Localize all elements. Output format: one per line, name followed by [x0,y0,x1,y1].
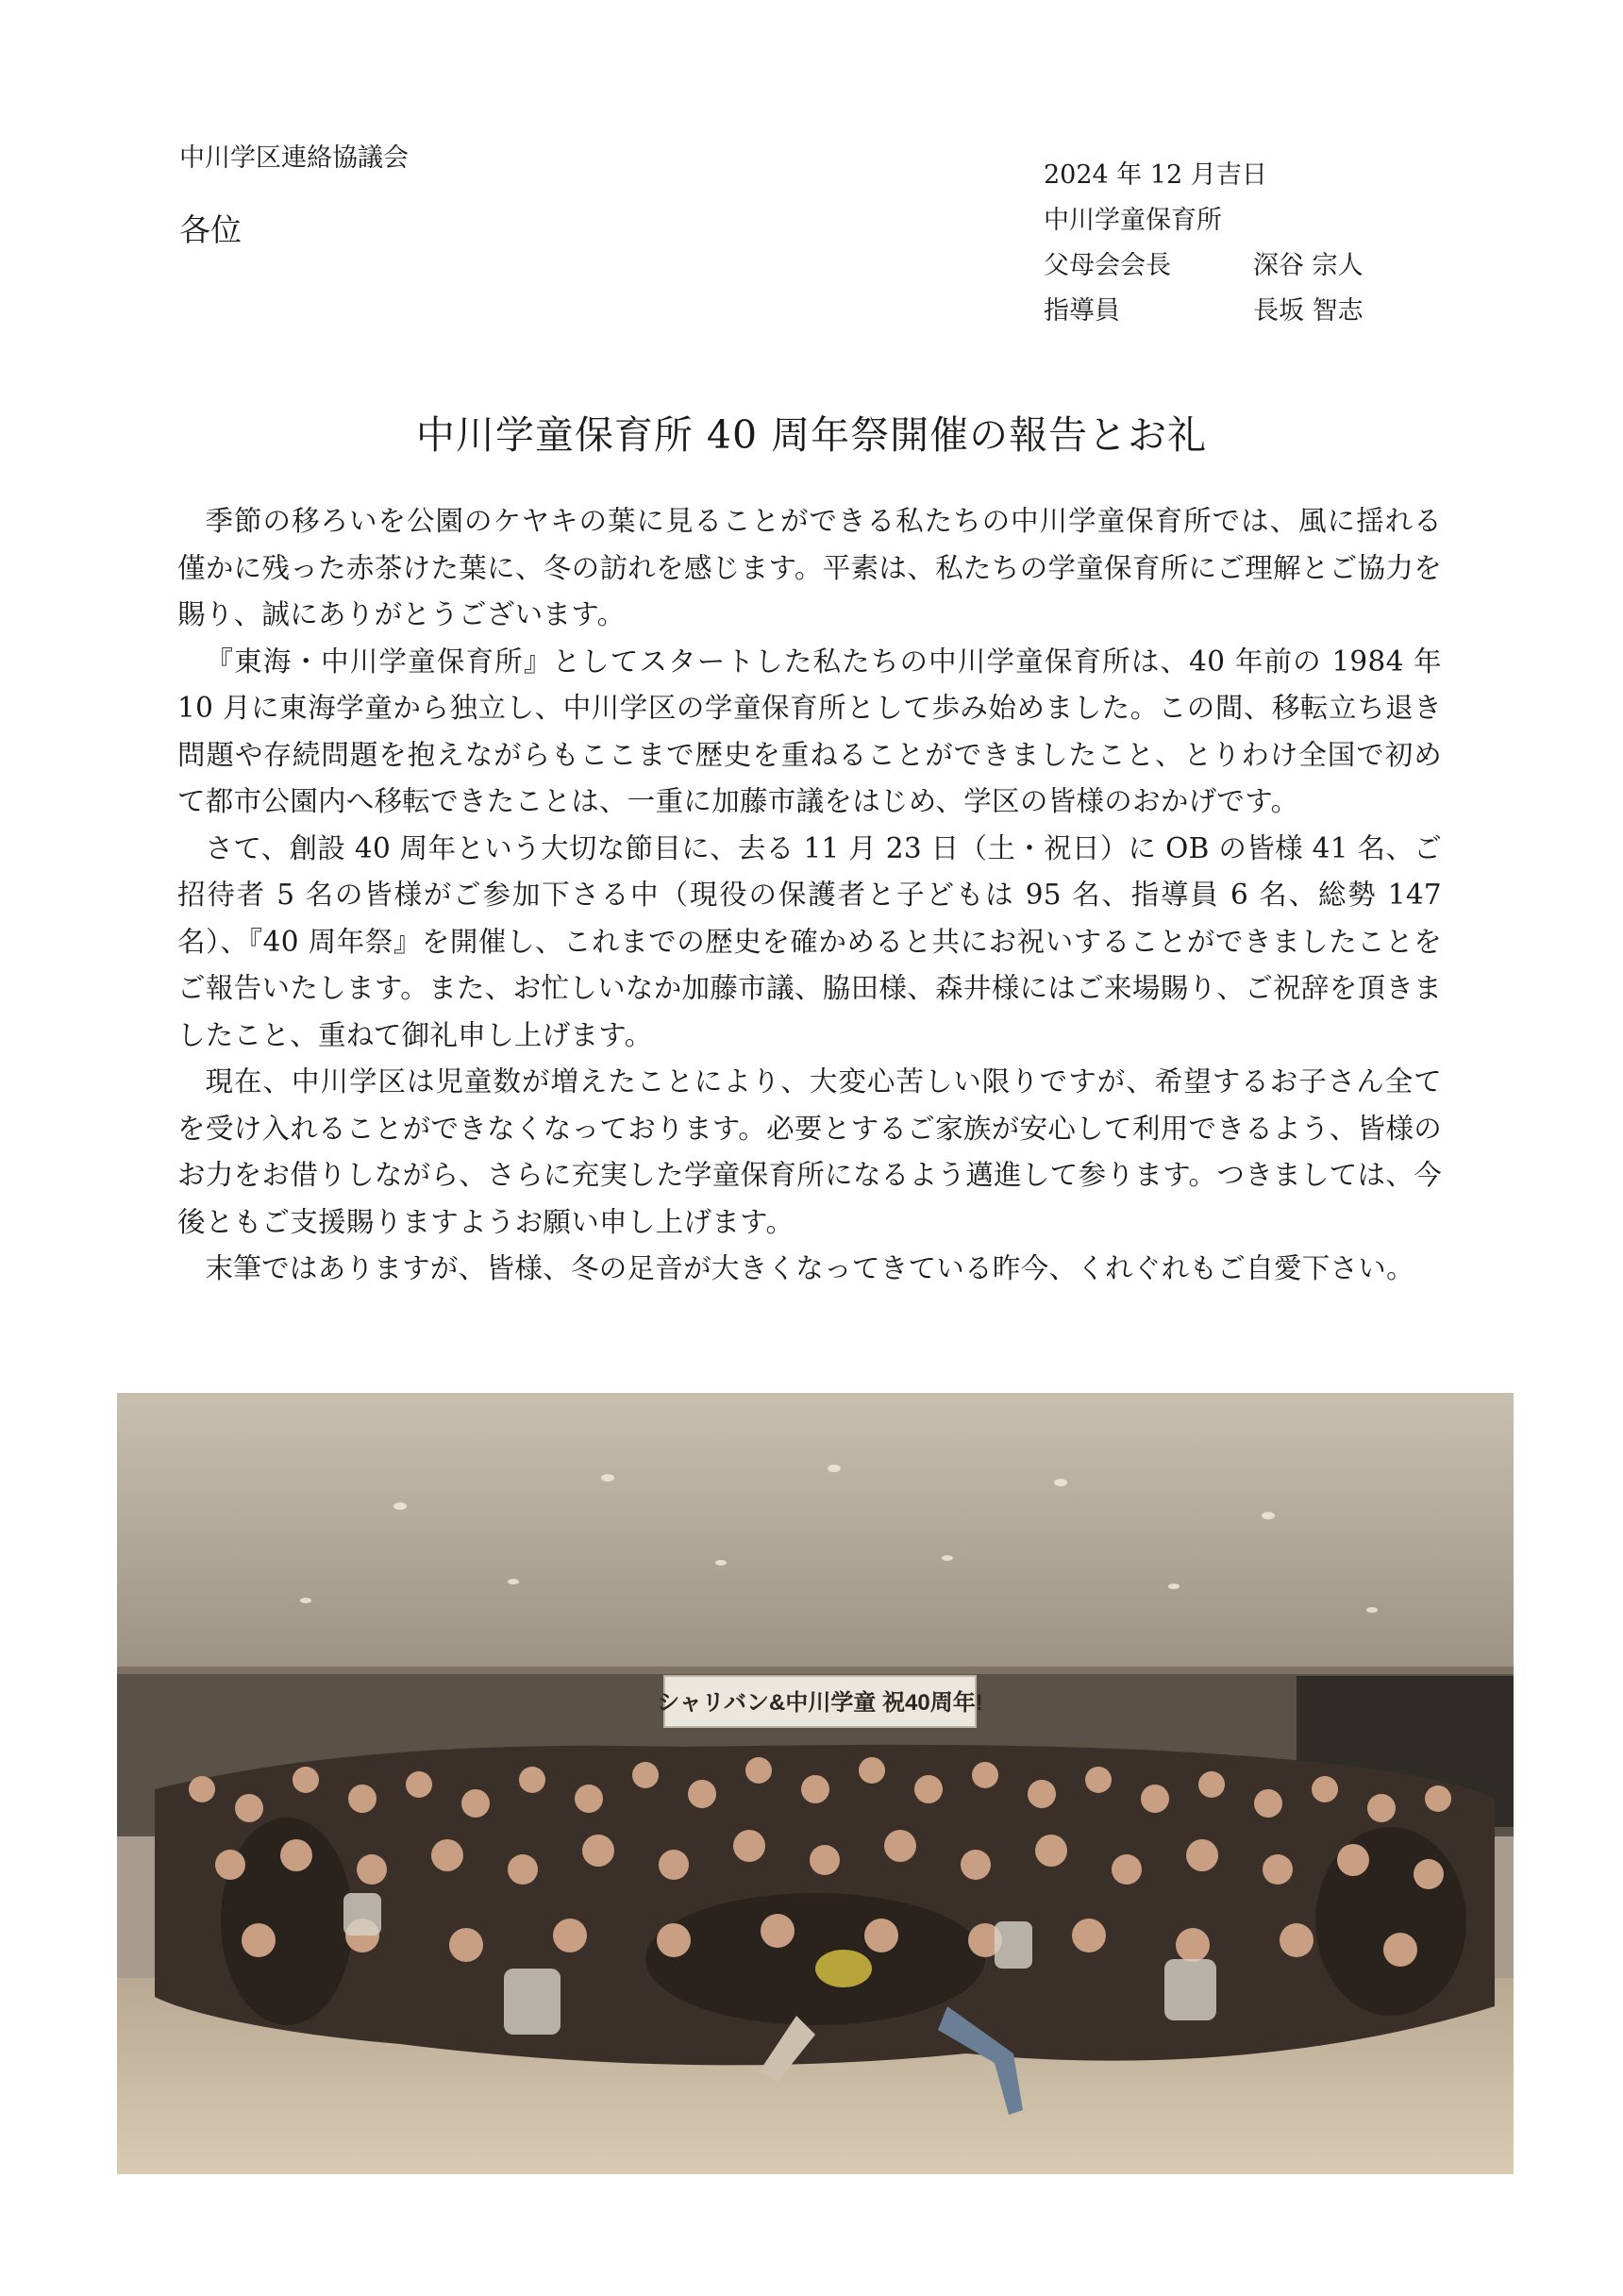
photo-banner-text: シャリバン&中川学童 祝40周年! [657,1690,983,1716]
body-paragraph: 季節の移ろいを公園のケヤキの葉に見ることができる私たちの中川学童保育所では、風に揺れる僅かに残った赤茶けた葉に、冬の訪れを感じます。平素は、私たちの学童保育所にご理解とご協力を賜り、誠にありがとうございます。 [177,505,1442,630]
addressee-block [179,140,409,250]
signer-role: 父母会会長 [1044,251,1171,280]
body-paragraph: 『東海・中川学童保育所』としてスタートした私たちの中川学童保育所は、40 年前の 1984 年 10 月に東海学童から独立し、中川学区の学童保育所として歩み始めました。この間、移転立ち退き問題や存続問題を抱えながらもここまで歴史を重ねることができましたこと、とりわけ全国で初めて都市公園内へ移転できたことは、一重に加藤市議をはじめ、学区の皆様のおかげです。 [177,645,1442,817]
sender-block [1044,153,1364,334]
letter-body [177,498,1442,1293]
group-photo [117,1393,1514,2174]
document-title: 中川学童保育所 40 周年祭開催の報告とお礼 [415,412,1208,458]
letter-date: 2024 年 12 月吉日 [1044,160,1267,190]
signer-role: 指導員 [1044,296,1120,326]
signer-name: 深谷 宗人 [1253,251,1364,280]
body-paragraph: さて、創設 40 周年という大切な節目に、去る 11 月 23 日（土・祝日）に OB の皆様 41 名、ご招待者 5 名の皆様がご参加下さる中（現役の保護者と子どもは 95 名、指導員 6 名、総勢 147 名）、『40 周年祭』を開催し、これまでの歴史を確かめると共にお祝いすることができましたことをご報告いたします。また、お忙しいなか加藤市議、脇田様、森井様にはご来場賜り、ご祝辞を頂きましたこと、重ねて御礼申し上げます。 [177,831,1442,1051]
addressee-org: 中川学区連絡協議会 [179,143,409,173]
signer-name: 長坂 智志 [1253,296,1364,326]
signer-line [1044,243,1364,289]
body-paragraph: 現在、中川学区は児童数が増えたことにより、大変心苦しい限りですが、希望するお子さん全てを受け入れることができなくなっております。必要とするご家族が安心して利用できるよう、皆様のお力をお借りしながら、さらに充実した学童保育所になるよう邁進して参ります。つきましては、今後ともご支援賜りますようお願い申し上げます。 [177,1065,1442,1238]
body-paragraph: 末筆ではありますが、皆様、冬の足音が大きくなってきている昨今、くれぐれもご自愛下さい。 [205,1252,1414,1284]
signer-line [1044,289,1364,334]
sender-org: 中川学童保育所 [1044,206,1222,235]
addressee-salutation: 各位 [179,211,242,248]
